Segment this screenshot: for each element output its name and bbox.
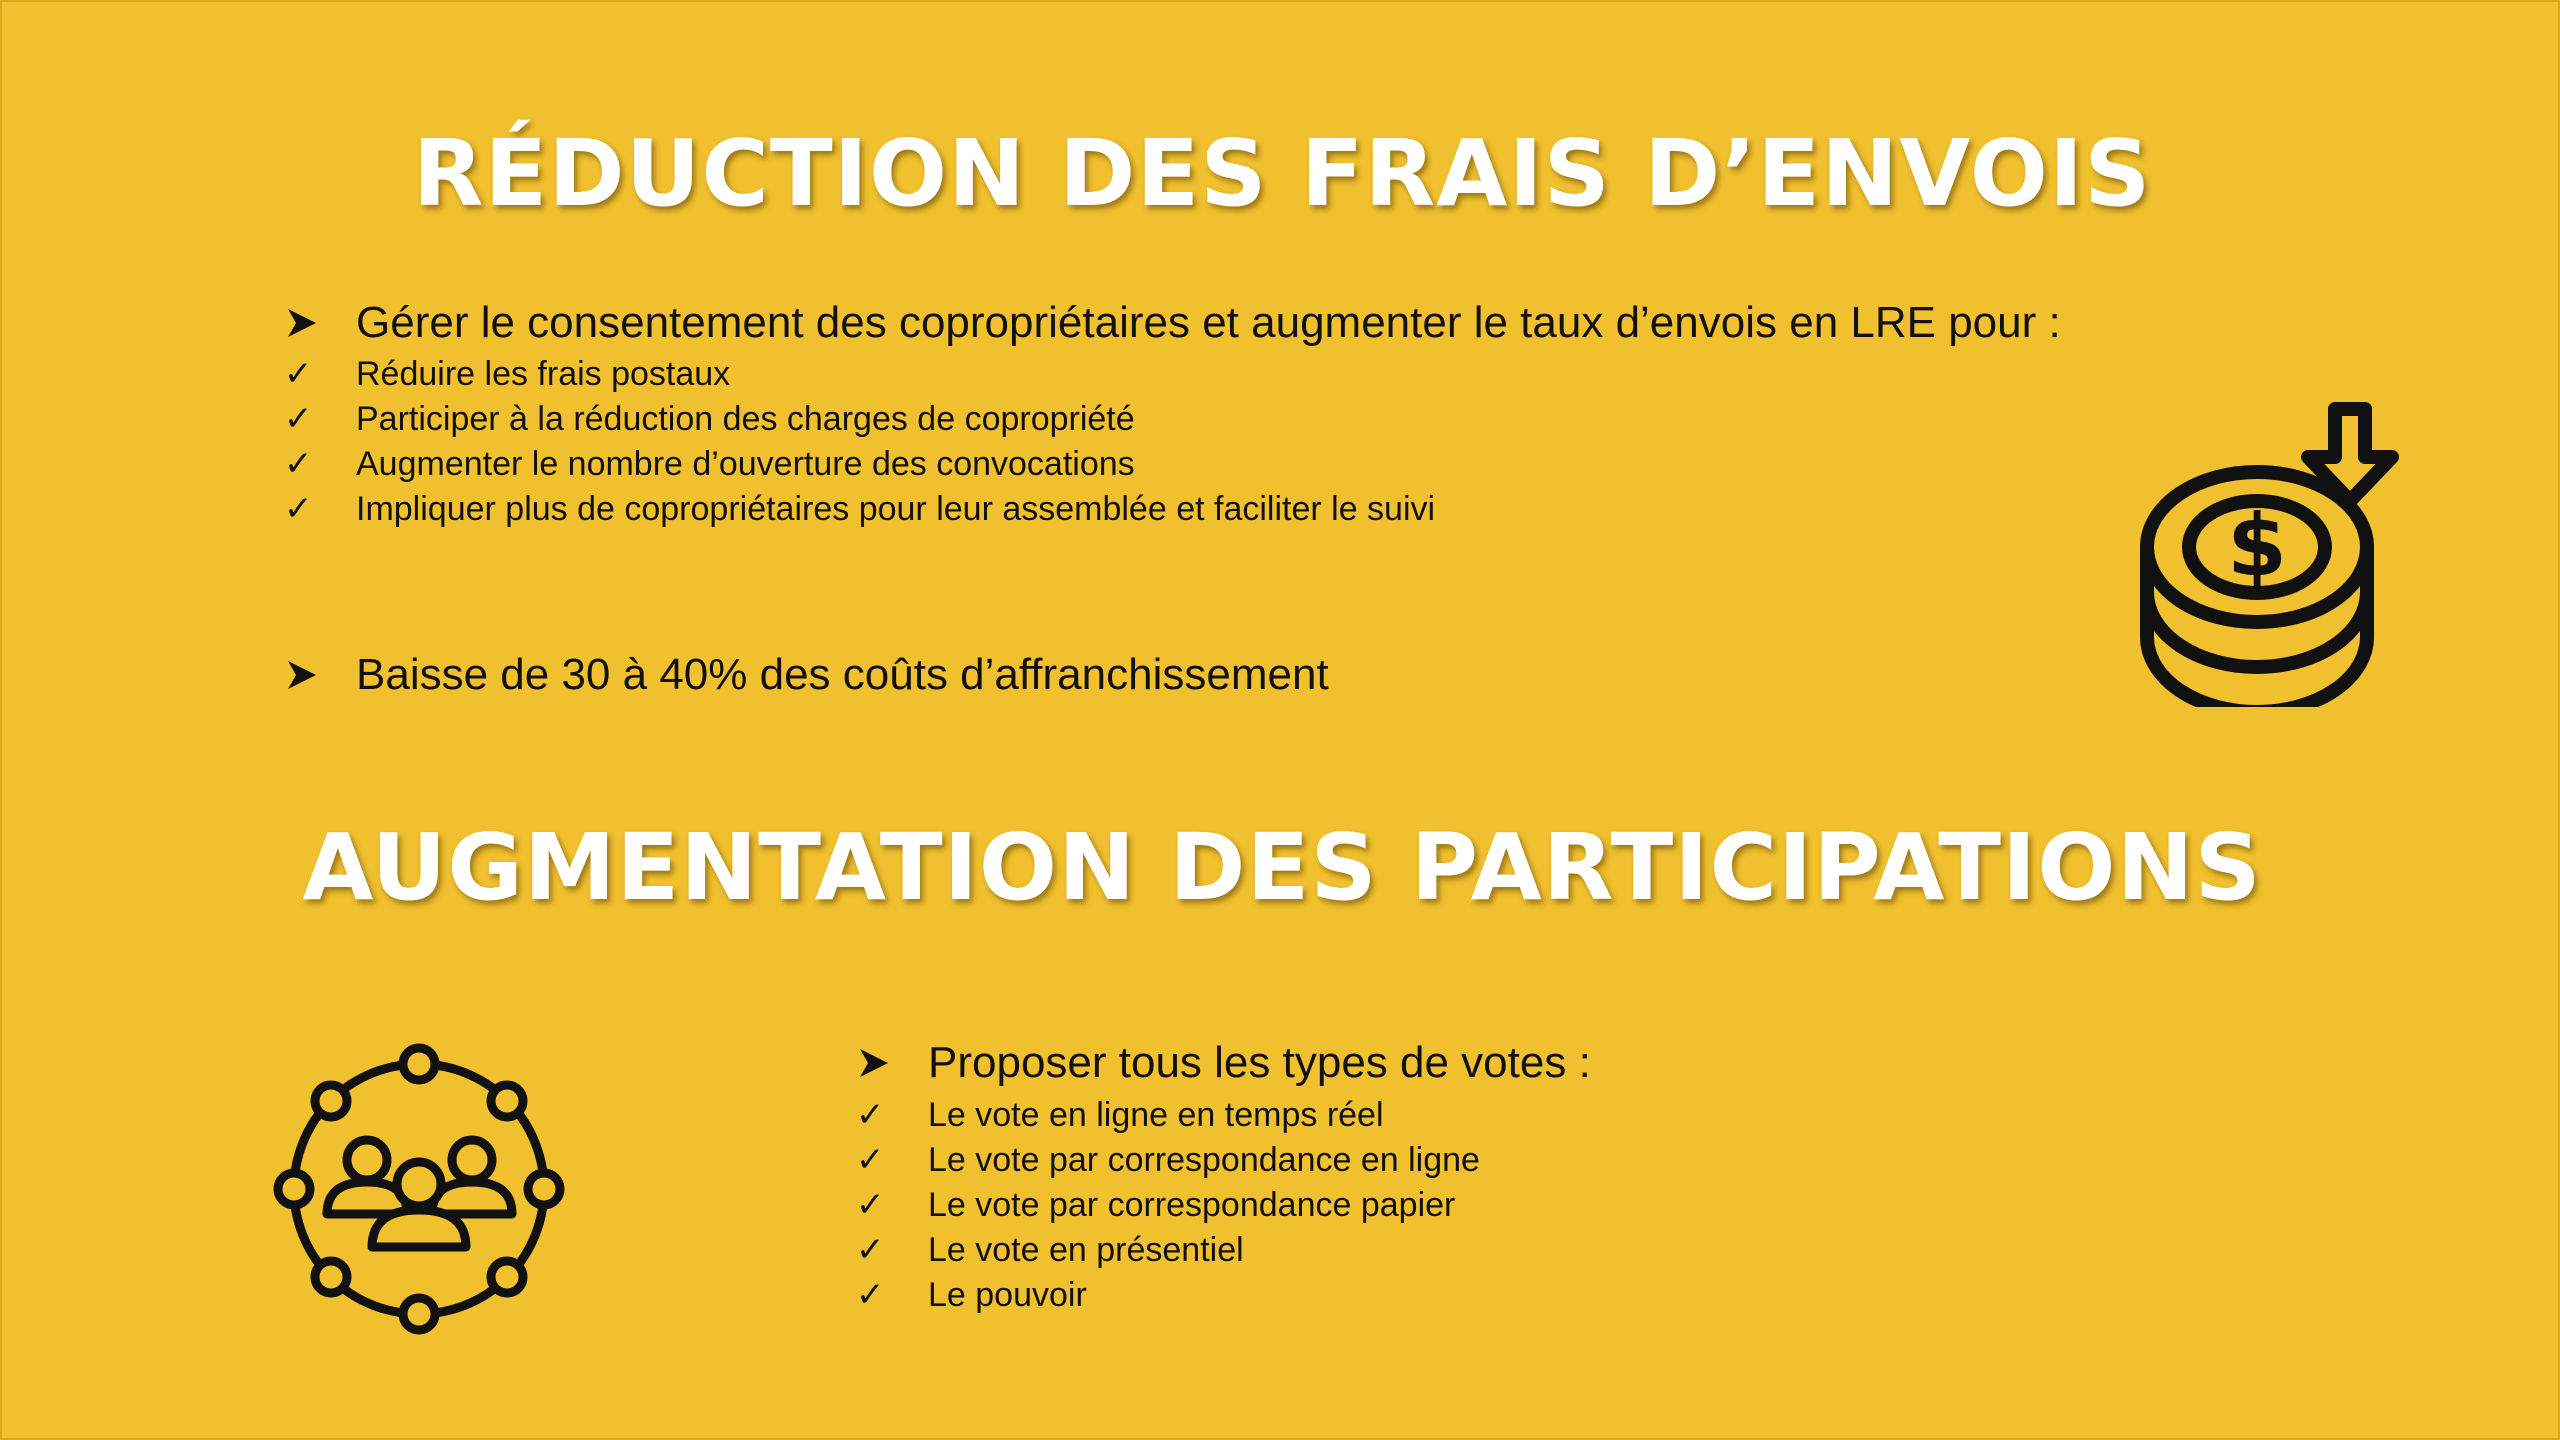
arrow-bullet-icon [284, 657, 356, 693]
arrow-bullet-icon [284, 305, 356, 341]
section1-title: RÉDUCTION DES FRAIS D’ENVOIS [412, 120, 2152, 227]
check-icon: ✓ [284, 354, 313, 394]
list-item-text: Le vote par correspondance papier [928, 1185, 1456, 1224]
list-item [284, 444, 1135, 484]
list-item [856, 1275, 1087, 1315]
section2-title: AUGMENTATION DES PARTICIPATIONS [302, 814, 2262, 921]
check-icon: ✓ [284, 399, 313, 439]
check-icon: ✓ [284, 444, 313, 484]
list-item-text: Participer à la réduction des charges de copropriété [356, 399, 1135, 438]
list-item [284, 354, 730, 394]
check-icon: ✓ [856, 1275, 885, 1315]
list-item-text: Le vote par correspondance en ligne [928, 1140, 1480, 1179]
section2-main-bullet-text: Proposer tous les types de votes : [928, 1038, 1591, 1087]
section1-second-bullet-text: Baisse de 30 à 40% des coûts d’affranchissement [356, 650, 1329, 699]
list-item-text: Réduire les frais postaux [356, 354, 731, 393]
section1-main-bullet [284, 298, 2061, 348]
section2-main-bullet [856, 1038, 1591, 1088]
arrow-bullet-icon [856, 1045, 928, 1081]
check-icon: ✓ [856, 1140, 885, 1180]
list-item-text: Le pouvoir [928, 1275, 1087, 1314]
list-item [856, 1230, 1244, 1270]
list-item-text: Le vote en présentiel [928, 1230, 1244, 1269]
community-network-icon [272, 1042, 567, 1342]
check-icon: ✓ [856, 1185, 885, 1225]
check-icon: ✓ [284, 489, 313, 529]
list-item-text: Le vote en ligne en temps réel [928, 1095, 1384, 1134]
list-item [284, 399, 1135, 439]
check-icon: ✓ [856, 1230, 885, 1270]
list-item [856, 1185, 1455, 1225]
check-icon: ✓ [856, 1095, 885, 1135]
coins-cost-reduction-icon [2117, 397, 2417, 712]
section1-main-bullet-text: Gérer le consentement des copropriétaires et augmenter le taux d’envois en LRE pour : [356, 298, 2061, 347]
list-item-text: Augmenter le nombre d’ouverture des convocations [356, 444, 1135, 483]
list-item-text: Impliquer plus de copropriétaires pour leur assemblée et faciliter le suivi [356, 489, 1436, 528]
list-item [856, 1140, 1480, 1180]
list-item [284, 489, 1435, 529]
list-item [856, 1095, 1384, 1135]
section1-second-bullet [284, 650, 1329, 700]
svg-text:$: $ [2227, 496, 2287, 596]
